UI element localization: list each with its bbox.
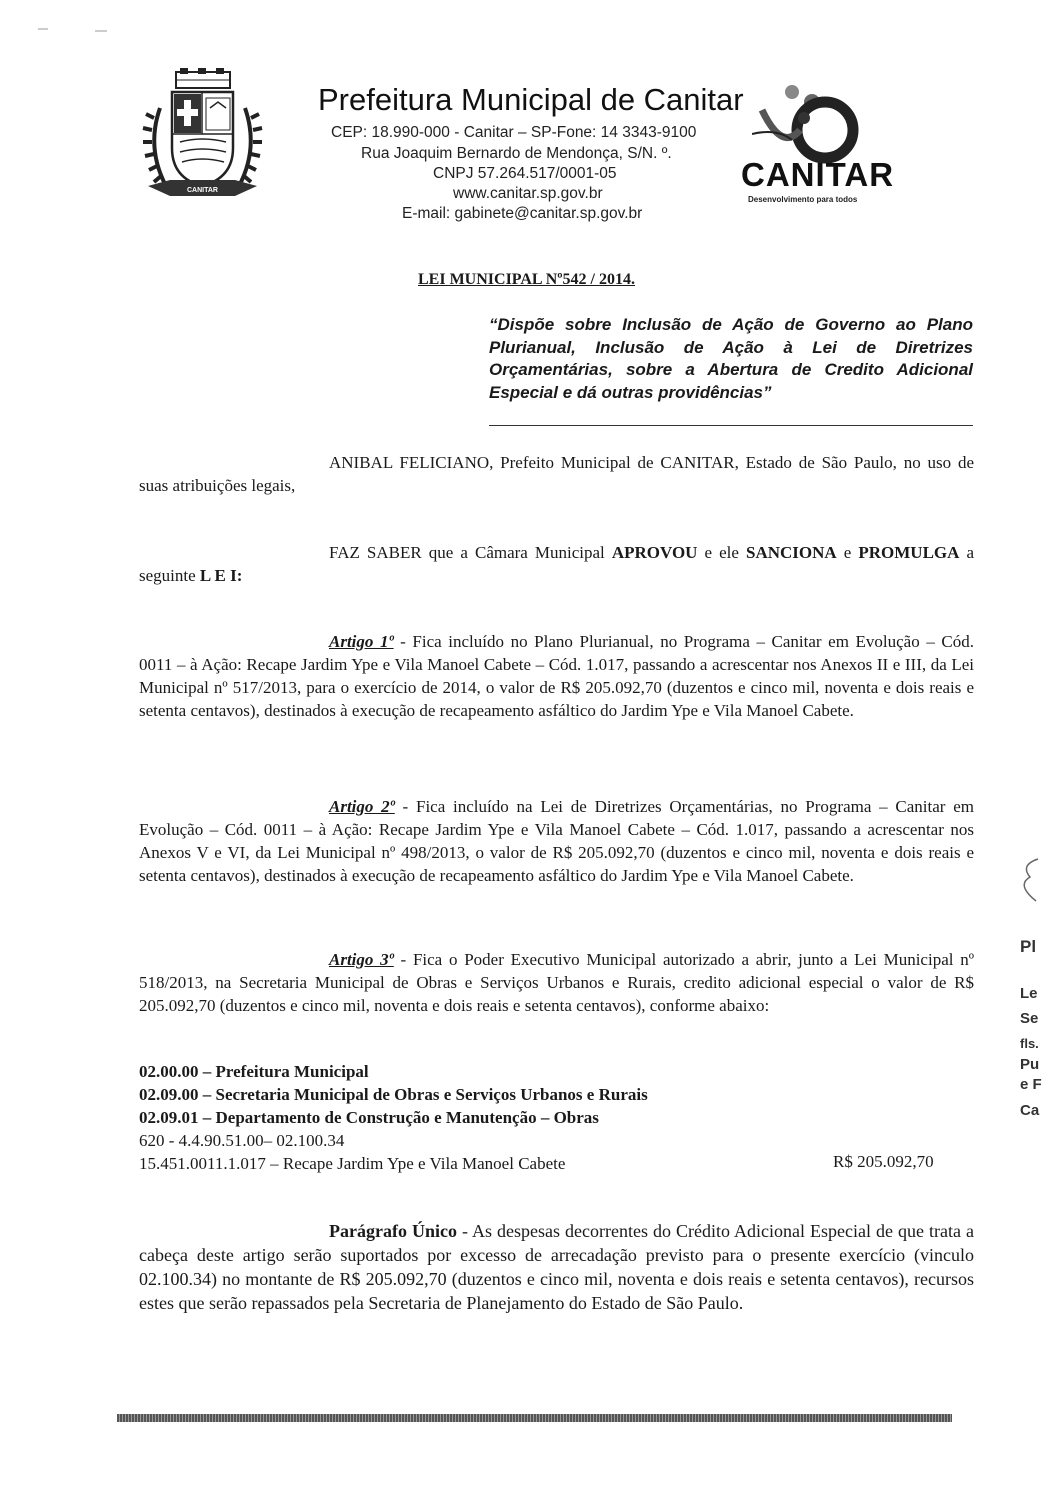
article-3-text: - Fica o Poder Executivo Municipal autorizado a abrir, junto a Lei Municipal nº 518/2013, na Secretaria Municipal de Obras e Serviços Urbanos e Rurais, credito adicional especial o valor de R$ 205.092,70 (duzentos e cinco mil, noventa e dois reais e setenta centavos), conforme abaixo: (139, 950, 974, 1015)
faz-saber-text-1: FAZ SABER que a Câmara Municipal (329, 543, 612, 562)
scan-speck (95, 30, 107, 32)
municipality-title: Prefeitura Municipal de Canitar (318, 82, 744, 117)
budget-item-line: 15.451.0011.1.017 – Recape Jardim Ype e Vila Manoel Cabete (139, 1154, 566, 1173)
article-3 (139, 948, 974, 1017)
preamble-paragraph (139, 451, 974, 497)
faz-saber-sanciona: SANCIONA (746, 543, 837, 562)
header-address: Rua Joaquim Bernardo de Mendonça, S/N. º. (361, 145, 672, 162)
margin-mark: Pl (1020, 937, 1037, 956)
budget-line-departamento: 02.09.01 – Departamento de Construção e Manutenção – Obras (139, 1108, 599, 1127)
paragrafo-unico-text: - As despesas decorrentes do Crédito Adicional Especial de que trata a cabeça deste artigo serão suportados por excesso de arrecadação previsto para o presente exercício (vinculo 02.100.34) no montante de R$ 205.092,70 (duzentos e cinco mil, noventa e dois reais e setenta centavos), recursos estes que serão repassados pela Secretaria de Planejamento do Estado de São Paulo. (139, 1221, 974, 1313)
article-1 (139, 630, 974, 722)
paragrafo-unico-heading: Parágrafo Único (329, 1221, 457, 1241)
canitar-logo-name: CANITAR (741, 156, 895, 193)
margin-mark: Ca (1020, 1102, 1040, 1119)
handwritten-mark-icon (1012, 855, 1042, 905)
coat-banner-text: CANITAR (187, 187, 218, 194)
ementa-rule (489, 425, 973, 426)
header-cep-phone: CEP: 18.990-000 - Canitar – SP-Fone: 14 3343-9100 (331, 124, 697, 141)
budget-amount: R$ 205.092,70 (833, 1152, 934, 1171)
coat-of-arms-icon (140, 68, 265, 208)
scan-speck (38, 28, 48, 30)
article-1-text: - Fica incluído no Plano Plurianual, no Programa – Canitar em Evolução – Cód. 0011 – à Ação: Recape Jardim Ype e Vila Manoel Cabete – Cód. 1.017, passando a acrescentar nos Anexos II e III, da Lei Municipal nº 517/2013, para o exercício de 2014, o valor de R$ 205.092,70 (duzentos e cinco mil, noventa e dois reais e setenta centavos), destinados à execução de recapeamento asfáltico do Jardim Ype e Vila Manoel Cabete. (139, 632, 974, 720)
article-3-heading: Artigo 3º (329, 950, 394, 969)
faz-saber-text-3: e (836, 543, 859, 562)
margin-mark: fls. (1020, 1036, 1039, 1051)
ementa: “Dispõe sobre Inclusão de Ação de Governo ao Plano Plurianual, Inclusão de Ação à Lei de Diretrizes Orçamentárias, sobre a Abertura de Credito Adicional Especial e dá outras providências” (489, 315, 973, 402)
article-2-text: - Fica incluído na Lei de Diretrizes Orçamentárias, no Programa – Canitar em Evolução – Cód. 0011 – à Ação: Recape Jardim Ype e Vila Manoel Cabete – Cód. 1.017, passando a acrescentar nos Anexos V e VI, da Lei Municipal nº 498/2013, o valor de R$ 205.092,70 (duzentos e cinco mil, noventa e dois reais e setenta centavos), destinados à execução de recapeamento asfáltico do Jardim Ype e Vila Manoel Cabete. (139, 797, 975, 885)
budget-line-secretaria: 02.09.00 – Secretaria Municipal de Obras e Serviços Urbanos e Rurais (139, 1085, 648, 1104)
law-title: LEI MUNICIPAL Nº542 / 2014. (418, 271, 635, 288)
margin-mark: e F (1020, 1076, 1042, 1093)
faz-saber-promulga: PROMULGA (858, 543, 960, 562)
faz-saber-aprovou: APROVOU (611, 543, 698, 562)
header-cnpj: CNPJ 57.264.517/0001-05 (433, 165, 617, 182)
faz-saber-text-4: a seguinte (139, 543, 975, 585)
canitar-logo-tagline: Desenvolvimento para todos (748, 195, 858, 204)
faz-saber-lei: L E I: (199, 566, 243, 585)
budget-line-prefeitura: 02.00.00 – Prefeitura Municipal (139, 1062, 369, 1081)
budget-code-line: 620 - 4.4.90.51.00– 02.100.34 (139, 1131, 345, 1150)
preamble-text: ANIBAL FELICIANO, Prefeito Municipal de CANITAR, Estado de São Paulo, no uso de suas atribuições legais, (139, 453, 974, 495)
article-2 (139, 795, 974, 887)
margin-mark: Pu (1020, 1056, 1040, 1073)
article-2-heading: Artigo 2º (329, 797, 395, 816)
paragrafo-unico (139, 1219, 974, 1315)
header-email: E-mail: gabinete@canitar.sp.gov.br (402, 205, 643, 222)
faz-saber-text-2: e ele (697, 543, 746, 562)
article-1-heading: Artigo 1º (329, 632, 394, 651)
header-website: www.canitar.sp.gov.br (453, 185, 603, 202)
margin-mark: Le (1020, 985, 1038, 1002)
margin-mark: Se (1020, 1010, 1039, 1027)
faz-saber-paragraph (139, 541, 974, 587)
footer-bar (117, 1414, 952, 1422)
